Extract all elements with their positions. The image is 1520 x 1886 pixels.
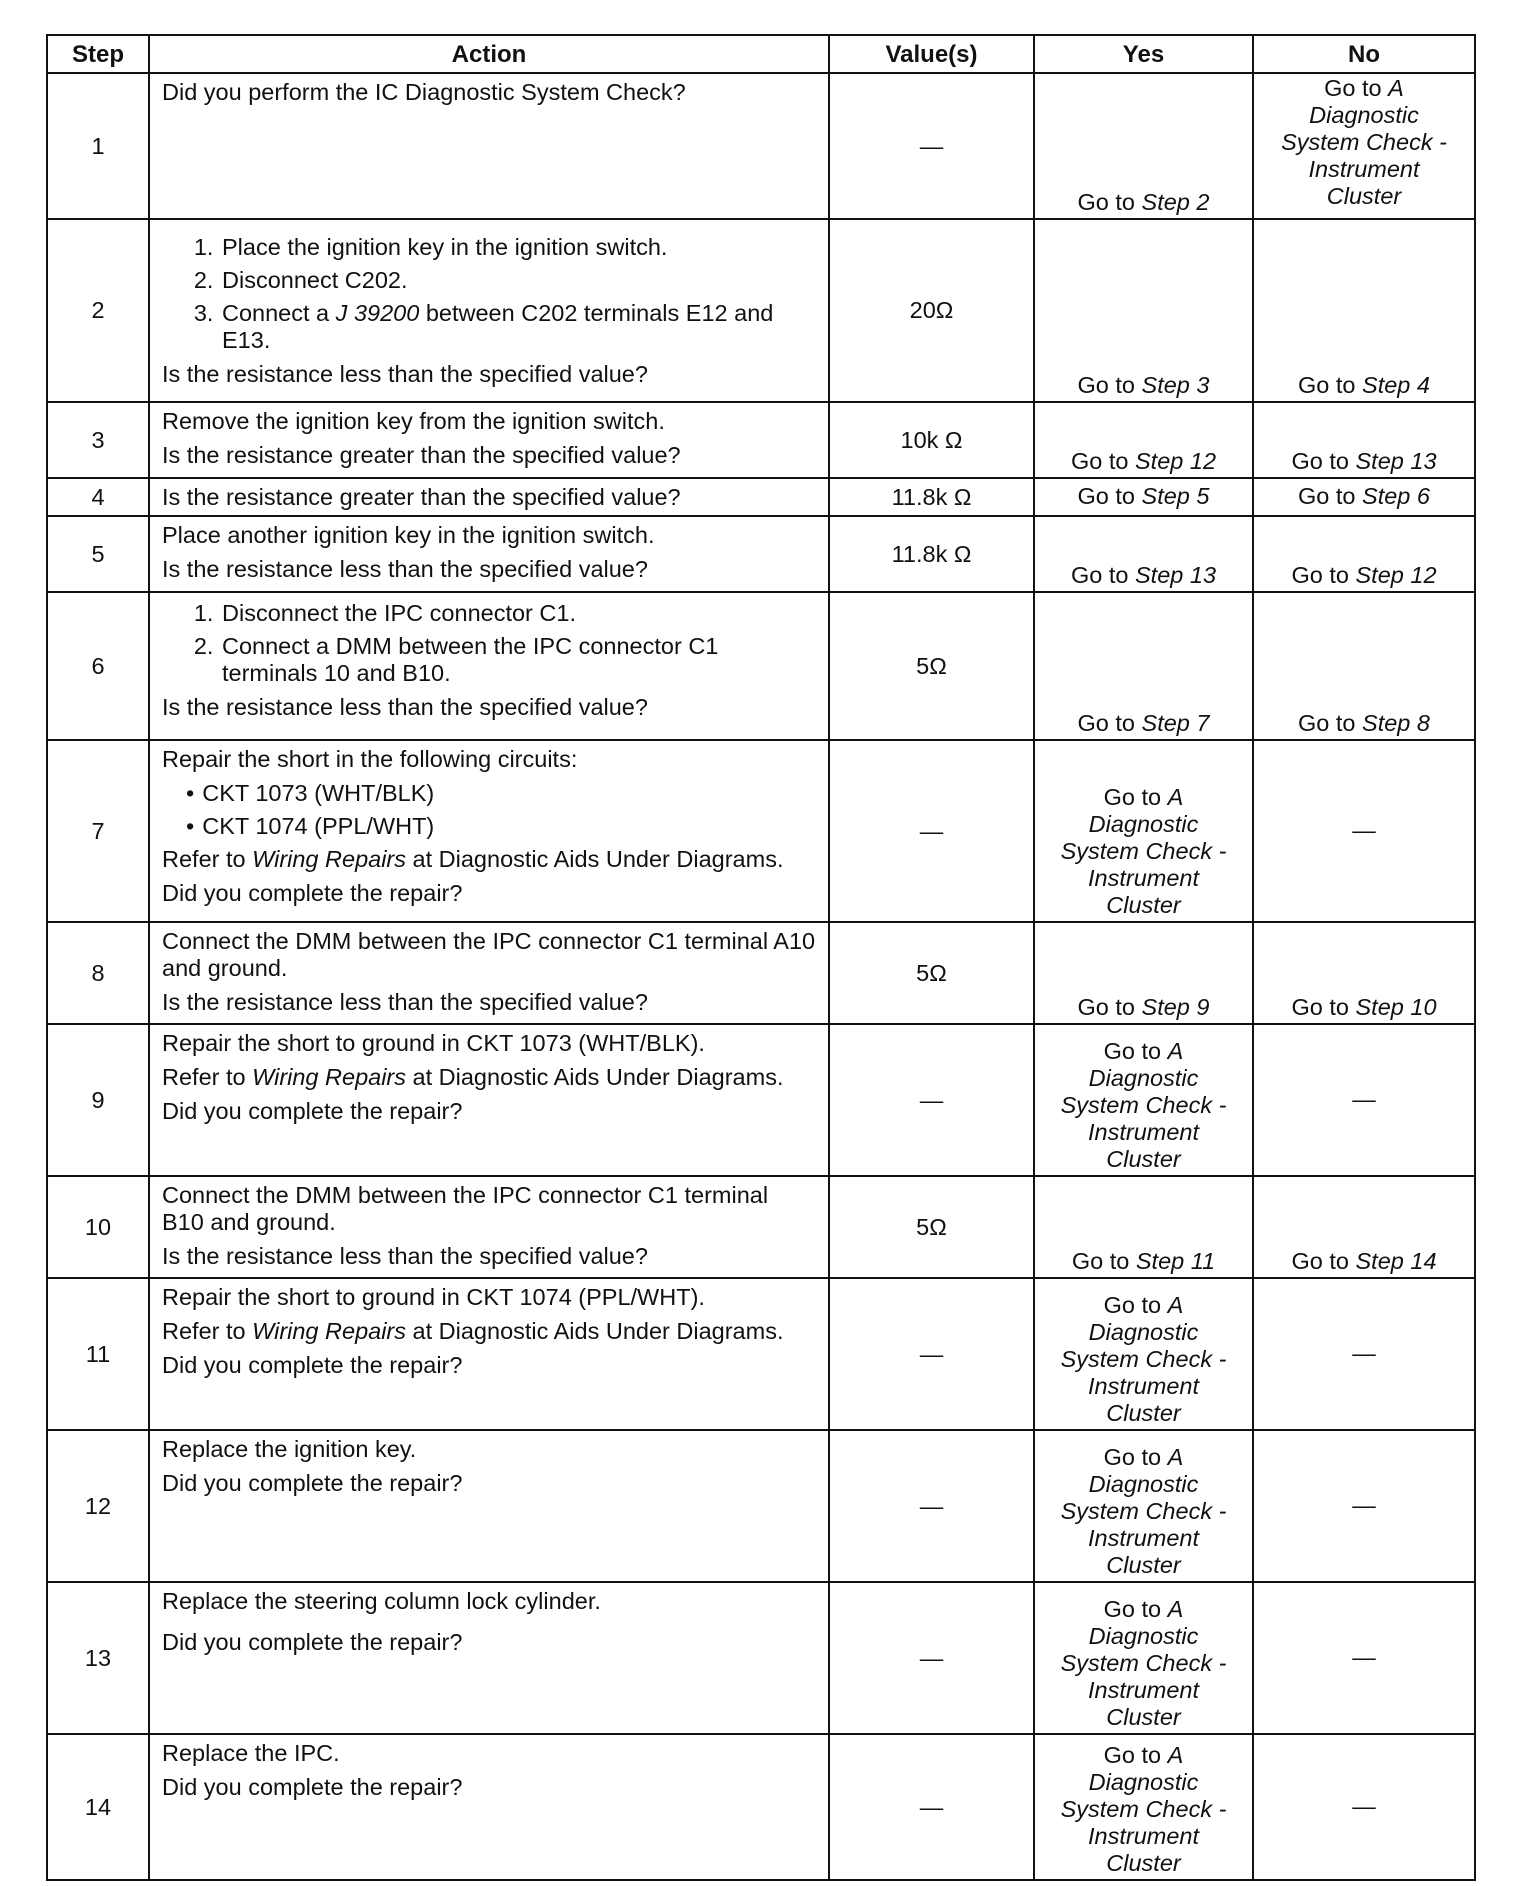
step-number: 4 xyxy=(47,478,149,516)
diagnostic-check-link[interactable]: A Diagnostic System Check - Instrument Cluster xyxy=(1060,1292,1227,1426)
no-cell: Go to Step 13 xyxy=(1253,402,1475,478)
step-number: 14 xyxy=(47,1734,149,1880)
header-yes: Yes xyxy=(1034,35,1253,73)
table-row xyxy=(47,73,1475,219)
table-row xyxy=(47,516,1475,592)
goto-label: Go to xyxy=(1324,75,1382,101)
action-text: Place another ignition key in the ignition switch. xyxy=(162,522,655,548)
step-number: 13 xyxy=(47,1582,149,1734)
table-row xyxy=(47,922,1475,1024)
value-cell: — xyxy=(829,1582,1034,1734)
diagnostic-check-link[interactable]: A Diagnostic System Check - Instrument Cluster xyxy=(1060,1742,1227,1876)
no-cell: — xyxy=(1253,740,1475,922)
reference-text: Refer to Wiring Repairs at Diagnostic Aids Under Diagrams. xyxy=(162,1318,784,1344)
table-row xyxy=(47,1024,1475,1176)
procedure-item: 1. Place the ignition key in the ignition switch. xyxy=(220,234,816,261)
yes-cell: Go to A Diagnostic System Check - Instrument Cluster xyxy=(1034,1278,1253,1430)
diagnostic-check-link[interactable]: A Diagnostic System Check - Instrument Cluster xyxy=(1060,784,1227,918)
goto-step-link[interactable]: Step 2 xyxy=(1141,189,1210,215)
action-cell xyxy=(149,219,829,402)
action-cell xyxy=(149,73,829,219)
action-question: Did you complete the repair? xyxy=(162,1774,463,1800)
table-row xyxy=(47,1582,1475,1734)
action-text: Replace the steering column lock cylinder. xyxy=(162,1588,601,1614)
wiring-repairs-link[interactable]: Wiring Repairs xyxy=(252,1318,407,1344)
action-cell xyxy=(149,1582,829,1734)
action-question: Did you complete the repair? xyxy=(162,1470,463,1496)
step-number: 7 xyxy=(47,740,149,922)
value-cell: 11.8k Ω xyxy=(829,478,1034,516)
action-question: Is the resistance less than the specified value? xyxy=(162,1243,648,1269)
action-question: Is the resistance less than the specified value? xyxy=(162,694,648,720)
procedure-list xyxy=(162,234,816,354)
value-cell: — xyxy=(829,1734,1034,1880)
table-row xyxy=(47,1278,1475,1430)
header-no: No xyxy=(1253,35,1475,73)
table-row xyxy=(47,740,1475,922)
step-number: 8 xyxy=(47,922,149,1024)
yes-cell: Go to Step 9 xyxy=(1034,922,1253,1024)
diagnostic-check-link[interactable]: A Diagnostic System Check - Instrument Cluster xyxy=(1281,75,1447,209)
yes-cell xyxy=(1034,73,1253,219)
step-number: 3 xyxy=(47,402,149,478)
value-cell: 11.8k Ω xyxy=(829,516,1034,592)
yes-cell: Go to Step 5 xyxy=(1034,478,1253,516)
no-cell: Go to Step 8 xyxy=(1253,592,1475,740)
step-number: 9 xyxy=(47,1024,149,1176)
action-cell xyxy=(149,922,829,1024)
procedure-list xyxy=(162,600,816,687)
action-cell xyxy=(149,740,829,922)
goto-step-link[interactable]: Step 5 xyxy=(1141,482,1210,509)
table-header-row xyxy=(47,35,1475,73)
action-question: Did you complete the repair? xyxy=(162,880,463,906)
value-cell: — xyxy=(829,740,1034,922)
action-cell xyxy=(149,1278,829,1430)
no-cell: — xyxy=(1253,1734,1475,1880)
yes-cell: Go to Step 3 xyxy=(1034,219,1253,402)
step-number: 6 xyxy=(47,592,149,740)
table-row xyxy=(47,592,1475,740)
goto-step-link[interactable]: Step 13 xyxy=(1355,448,1437,474)
value-cell: 5Ω xyxy=(829,592,1034,740)
action-text: Connect the DMM between the IPC connector C1 terminal B10 and ground. xyxy=(162,1182,769,1235)
action-question: Is the resistance less than the specified value? xyxy=(162,989,648,1015)
action-cell xyxy=(149,478,829,516)
yes-cell: Go to Step 11 xyxy=(1034,1176,1253,1278)
no-cell: Go to Step 4 xyxy=(1253,219,1475,402)
diagnostic-check-link[interactable]: A Diagnostic System Check - Instrument Cluster xyxy=(1060,1038,1227,1172)
goto-step-link[interactable]: Step 6 xyxy=(1362,482,1430,509)
no-cell: Go to Step 12 xyxy=(1253,516,1475,592)
procedure-item: 3. Connect a J 39200 between C202 terminals E12 and E13. xyxy=(220,300,816,354)
action-cell xyxy=(149,1734,829,1880)
wiring-repairs-link[interactable]: Wiring Repairs xyxy=(252,1064,407,1090)
table-row xyxy=(47,219,1475,402)
table-row xyxy=(47,478,1475,516)
yes-cell: Go to A Diagnostic System Check - Instrument Cluster xyxy=(1034,1582,1253,1734)
action-cell xyxy=(149,1176,829,1278)
action-cell xyxy=(149,592,829,740)
yes-cell: Go to A Diagnostic System Check - Instrument Cluster xyxy=(1034,1024,1253,1176)
action-text: Repair the short to ground in CKT 1073 (WHT/BLK). xyxy=(162,1030,705,1056)
value-cell: 5Ω xyxy=(829,922,1034,1024)
reference-text: Refer to Wiring Repairs at Diagnostic Aids Under Diagrams. xyxy=(162,1064,784,1090)
goto-step-link[interactable]: Step 13 xyxy=(1135,562,1217,588)
goto-step-link[interactable]: Step 14 xyxy=(1355,1248,1437,1274)
action-question: Is the resistance greater than the specified value? xyxy=(162,442,681,468)
value-cell: 20Ω xyxy=(829,219,1034,402)
circuit-item: • CKT 1073 (WHT/BLK) xyxy=(204,780,816,807)
no-cell: — xyxy=(1253,1278,1475,1430)
no-cell: Go to Step 6 xyxy=(1253,478,1475,516)
value-cell: 10k Ω xyxy=(829,402,1034,478)
goto-step-link[interactable]: Step 12 xyxy=(1355,562,1437,588)
value-cell: — xyxy=(829,1278,1034,1430)
circuit-item: • CKT 1074 (PPL/WHT) xyxy=(204,813,816,840)
goto-step-link[interactable]: Step 8 xyxy=(1362,710,1430,736)
yes-cell: Go to A Diagnostic System Check - Instrument Cluster xyxy=(1034,1430,1253,1582)
tool-reference: J 39200 xyxy=(335,300,420,326)
value-cell: — xyxy=(829,1430,1034,1582)
no-cell: Go to Step 10 xyxy=(1253,922,1475,1024)
header-action: Action xyxy=(149,35,829,73)
action-question: Is the resistance less than the specified value? xyxy=(162,556,648,582)
goto-step-link[interactable]: Step 10 xyxy=(1355,994,1437,1020)
action-question: Is the resistance less than the specified value? xyxy=(162,361,648,387)
header-step: Step xyxy=(47,35,149,73)
procedure-item: 1. Disconnect the IPC connector C1. xyxy=(220,600,816,627)
yes-cell: Go to Step 13 xyxy=(1034,516,1253,592)
action-text: Replace the ignition key. xyxy=(162,1436,417,1462)
step-number: 1 xyxy=(47,73,149,219)
yes-cell: Go to A Diagnostic System Check - Instrument Cluster xyxy=(1034,740,1253,922)
no-cell: — xyxy=(1253,1430,1475,1582)
reference-text: Refer to Wiring Repairs at Diagnostic Aids Under Diagrams. xyxy=(162,846,784,872)
goto-step-link[interactable]: Step 4 xyxy=(1362,372,1430,398)
diagnostic-check-link[interactable]: A Diagnostic System Check - Instrument Cluster xyxy=(1060,1444,1227,1578)
action-text: Remove the ignition key from the ignition switch. xyxy=(162,408,665,434)
step-number: 10 xyxy=(47,1176,149,1278)
table-row xyxy=(47,1734,1475,1880)
action-question: Did you complete the repair? xyxy=(162,1098,463,1124)
diagnostic-check-link[interactable]: A Diagnostic System Check - Instrument Cluster xyxy=(1060,1596,1227,1730)
action-text: Did you perform the IC Diagnostic System Check? xyxy=(162,79,686,105)
action-cell xyxy=(149,1024,829,1176)
action-cell xyxy=(149,516,829,592)
action-question: Is the resistance greater than the specified value? xyxy=(162,483,681,510)
action-question: Did you complete the repair? xyxy=(162,1352,463,1378)
goto-step-link[interactable]: Step 3 xyxy=(1141,372,1210,398)
no-cell: — xyxy=(1253,1582,1475,1734)
procedure-item: 2. Disconnect C202. xyxy=(220,267,816,294)
goto-step-link[interactable]: Step 9 xyxy=(1141,994,1210,1020)
action-cell xyxy=(149,402,829,478)
action-text: Repair the short in the following circuits: xyxy=(162,746,578,772)
no-cell: Go to Step 14 xyxy=(1253,1176,1475,1278)
header-values: Value(s) xyxy=(829,35,1034,73)
yes-cell: Go to A Diagnostic System Check - Instrument Cluster xyxy=(1034,1734,1253,1880)
no-cell: — xyxy=(1253,1024,1475,1176)
action-text: Replace the IPC. xyxy=(162,1740,340,1766)
step-number: 5 xyxy=(47,516,149,592)
action-text: Repair the short to ground in CKT 1074 (PPL/WHT). xyxy=(162,1284,705,1310)
goto-step-link[interactable]: Step 7 xyxy=(1141,710,1210,736)
action-text: Connect the DMM between the IPC connector C1 terminal A10 and ground. xyxy=(162,928,816,981)
step-number: 11 xyxy=(47,1278,149,1430)
table-row xyxy=(47,1176,1475,1278)
value-cell: — xyxy=(829,1024,1034,1176)
action-cell xyxy=(149,1430,829,1582)
step-number: 2 xyxy=(47,219,149,402)
wiring-repairs-link[interactable]: Wiring Repairs xyxy=(252,846,407,872)
goto-step-link[interactable]: Step 11 xyxy=(1135,1248,1216,1274)
table-row xyxy=(47,402,1475,478)
goto-step-link[interactable]: Step 12 xyxy=(1135,448,1217,474)
value-cell: — xyxy=(829,73,1034,219)
table-row xyxy=(47,1430,1475,1582)
circuit-list xyxy=(162,780,816,840)
step-number: 12 xyxy=(47,1430,149,1582)
no-cell xyxy=(1253,73,1475,219)
action-question: Did you complete the repair? xyxy=(162,1629,463,1655)
yes-cell: Go to Step 7 xyxy=(1034,592,1253,740)
procedure-item: 2. Connect a DMM between the IPC connector C1 terminals 10 and B10. xyxy=(220,633,816,687)
goto-label: Go to xyxy=(1077,189,1135,215)
diagnostic-table xyxy=(46,34,1476,1881)
value-cell: 5Ω xyxy=(829,1176,1034,1278)
yes-cell: Go to Step 12 xyxy=(1034,402,1253,478)
